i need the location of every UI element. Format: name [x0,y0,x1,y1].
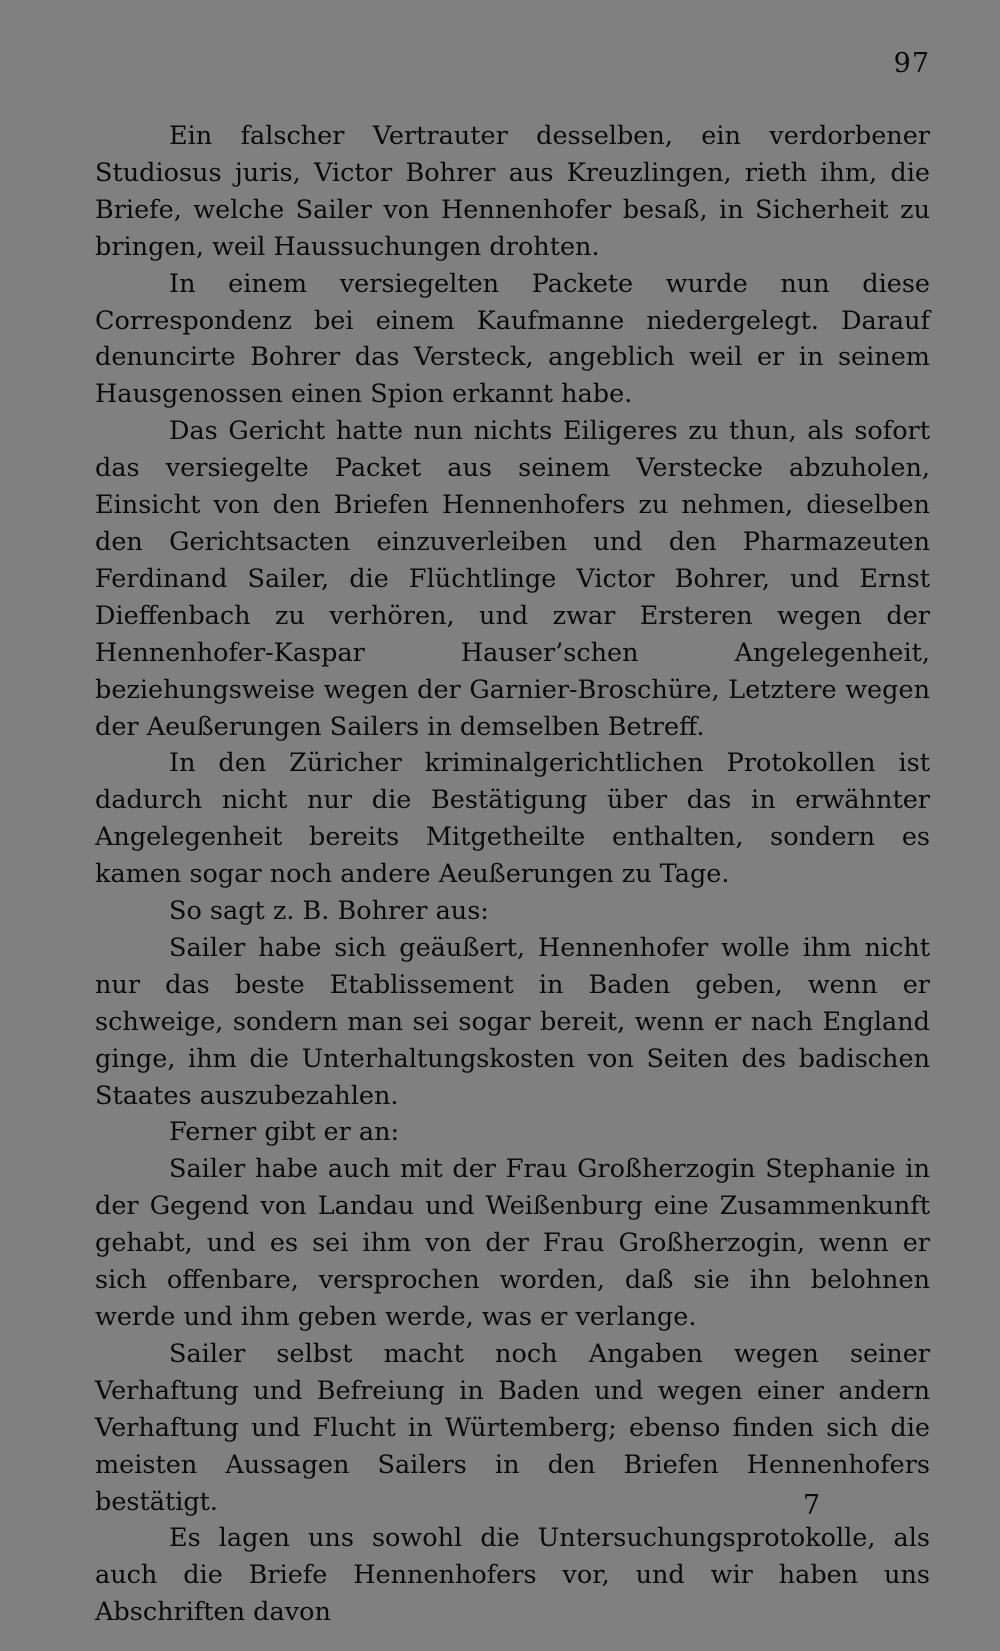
paragraph: Sailer habe auch mit der Frau Großherzogin Stephanie in der Gegend von Landau und Weißenburg eine Zusammenkunft gehabt, und es sei ihm von der Frau Großherzogin, wenn er sich offenbare, versprochen worden, daß sie ihn belohnen werde und ihm geben werde, was er verlange. [95,1154,930,1332]
paragraph: In den Züricher kriminalgerichtlichen Protokollen ist dadurch nicht nur die Bestätigung über das in erwähnter Angelegenheit bereits Mitgetheilte enthalten, sondern es kamen sogar noch andere Aeußerungen zu Tage. [95,748,930,890]
paragraph: In einem versiegelten Packete wurde nun diese Correspondenz bei einem Kaufmanne niedergelegt. Darauf denuncirte Bohrer das Versteck, angeblich weil er in seinem Hausgenossen einen Spion erkannt habe. [95,268,930,410]
page-number: 97 [893,48,930,79]
paragraph: Sailer selbst macht noch Angaben wegen seiner Verhaftung und Befreiung in Baden und wegen einer andern Verhaftung und Flucht in Würtemberg; ebenso finden sich die meisten Aussagen Sailers in den Briefen Hennenhofers bestätigt. [95,1338,930,1517]
body-text [95,118,930,1631]
paragraph: Sailer habe sich geäußert, Hennenhofer wolle ihm nicht nur das beste Etablissement in Baden geben, wenn er schweige, sondern man sei sogar bereit, wenn er nach England ginge, ihm die Unterhaltungskosten von Seiten des badischen Staates auszubezahlen. [95,932,930,1111]
paragraph: So sagt z. B. Bohrer aus: [169,896,489,927]
paragraph: Das Gericht hatte nun nichts Eiligeres zu thun, als sofort das versiegelte Packet aus seinem Verstecke abzuholen, Einsicht von den Briefen Hennenhofers zu nehmen, dieselben den Gerichtsacten einzuverleiben und den Pharmazeuten Ferdinand Sailer, die Flüchtlinge Victor Bohrer, und Ernst Dieffenbach zu verhören, und zwar Ersteren wegen der Hennenhofer-Kaspar Hauser’schen Angelegenheit, beziehungsweise wegen der Garnier-Broschüre, Letztere wegen der Aeußerungen Sailers in demselben Betreff. [95,416,930,742]
paragraph: Ein falscher Vertrauter desselben, ein verdorbener Studiosus juris, Victor Bohrer aus Kreuzlingen, rieth ihm, die Briefe, welche Sailer von Hennenhofer besaß, in Sicherheit zu bringen, weil Haussuchungen drohten. [95,121,930,262]
paragraph: Ferner gibt er an: [169,1117,400,1148]
signature-mark: 7 [803,1490,821,1521]
paragraph: Es lagen uns sowohl die Untersuchungsprotokolle, als auch die Briefe Hennenhofers vor, und wir haben uns Abschriften davon [95,1523,930,1628]
